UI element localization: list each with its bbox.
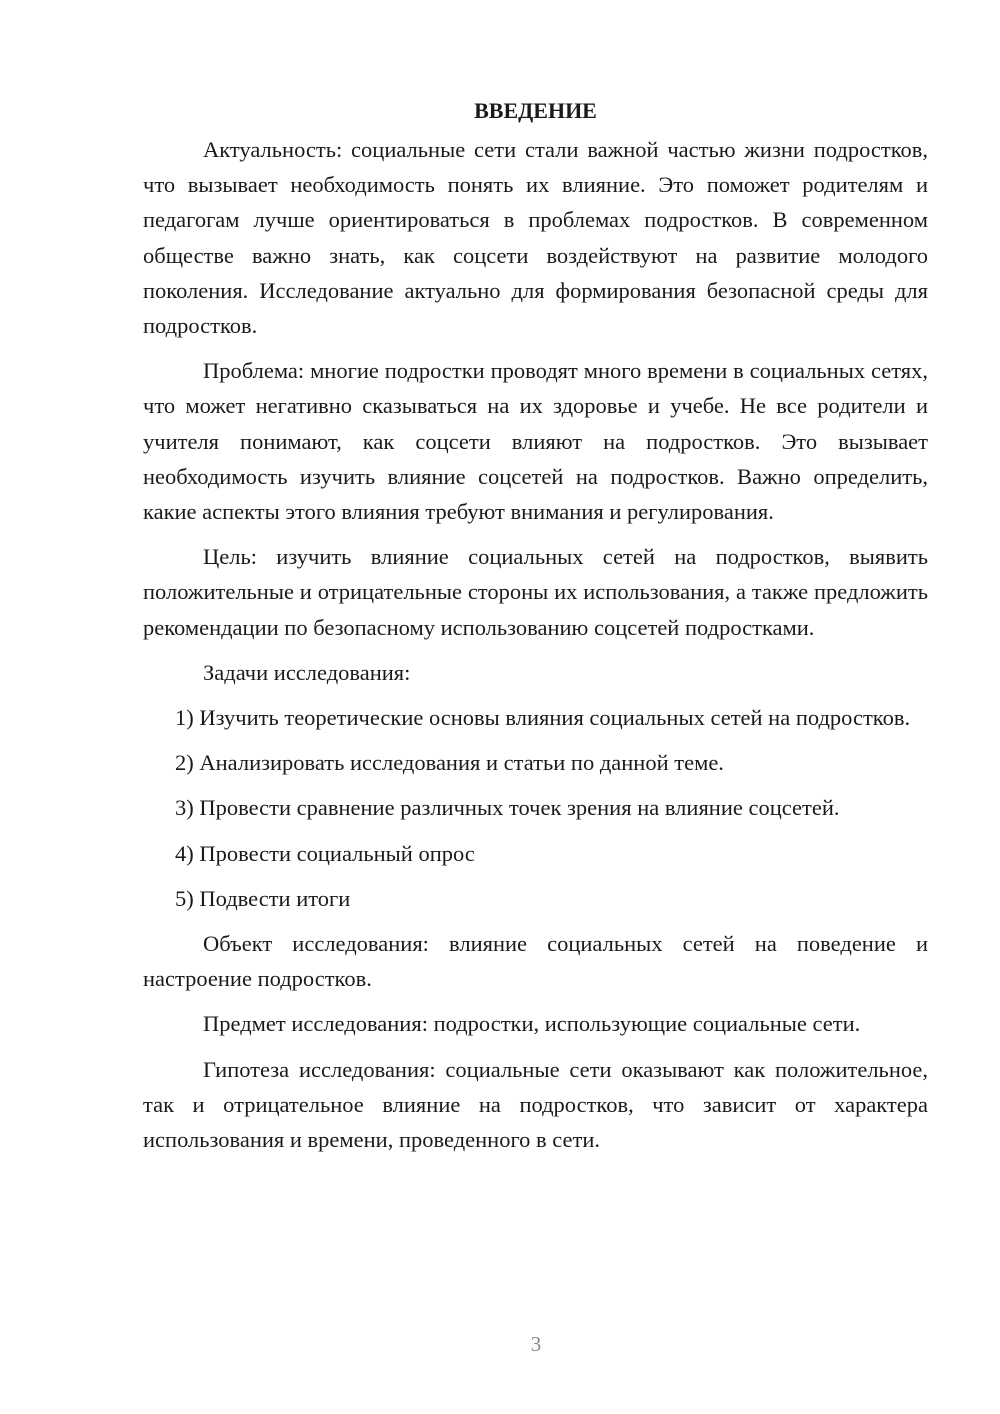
page-number: 3: [530, 1332, 542, 1356]
tasks-heading: Задачи исследования:: [203, 659, 411, 685]
document-page: [143, 96, 928, 1167]
paragraph-hypothesis: Гипотеза исследования: социальные сети оказывают как положительное, так и отрицательное влияние на подростков, что зависит от характера использования и времени, проведенного в сети.: [143, 1056, 928, 1153]
list-item: 2) Анализировать исследования и статьи по данной теме.: [175, 750, 724, 776]
list-item: 1) Изучить теоретические основы влияния социальных сетей на подростков.: [175, 705, 911, 731]
paragraph-object: Объект исследования: влияние социальных сетей на поведение и настроение подростков.: [143, 931, 928, 992]
list-item: 3) Провести сравнение различных точек зрения на влияние соцсетей.: [175, 795, 840, 821]
paragraph-problem: Проблема: многие подростки проводят много времени в социальных сетях, что может негативно сказываться на их здоровье и учебе. Не все родители и учителя понимают, как соцсети влияют на подростков. Это вызывает необходимость изучить влияние соцсетей на подростков. Важно определить, какие аспекты этого влияния требуют внимания и регулирования.: [143, 358, 928, 525]
paragraph-relevance: Актуальность: социальные сети стали важной частью жизни подростков, что вызывает необходимость понять их влияние. Это поможет родителям и педагогам лучше ориентироваться в проблемах подростков. В современном обществе важно знать, как соцсети воздействуют на развитие молодого поколения. Исследование актуально для формирования безопасной среды для подростков.: [143, 137, 928, 339]
list-item: 4) Провести социальный опрос: [175, 840, 475, 866]
paragraph-subject: Предмет исследования: подростки, использующие социальные сети.: [203, 1011, 861, 1037]
list-item: 5) Подвести итоги: [175, 885, 351, 911]
page-title: ВВЕДЕНИЕ: [474, 98, 597, 123]
paragraph-goal: Цель: изучить влияние социальных сетей на подростков, выявить положительные и отрицательные стороны их использования, а также предложить рекомендации по безопасному использованию соцсетей подростками.: [143, 544, 928, 640]
